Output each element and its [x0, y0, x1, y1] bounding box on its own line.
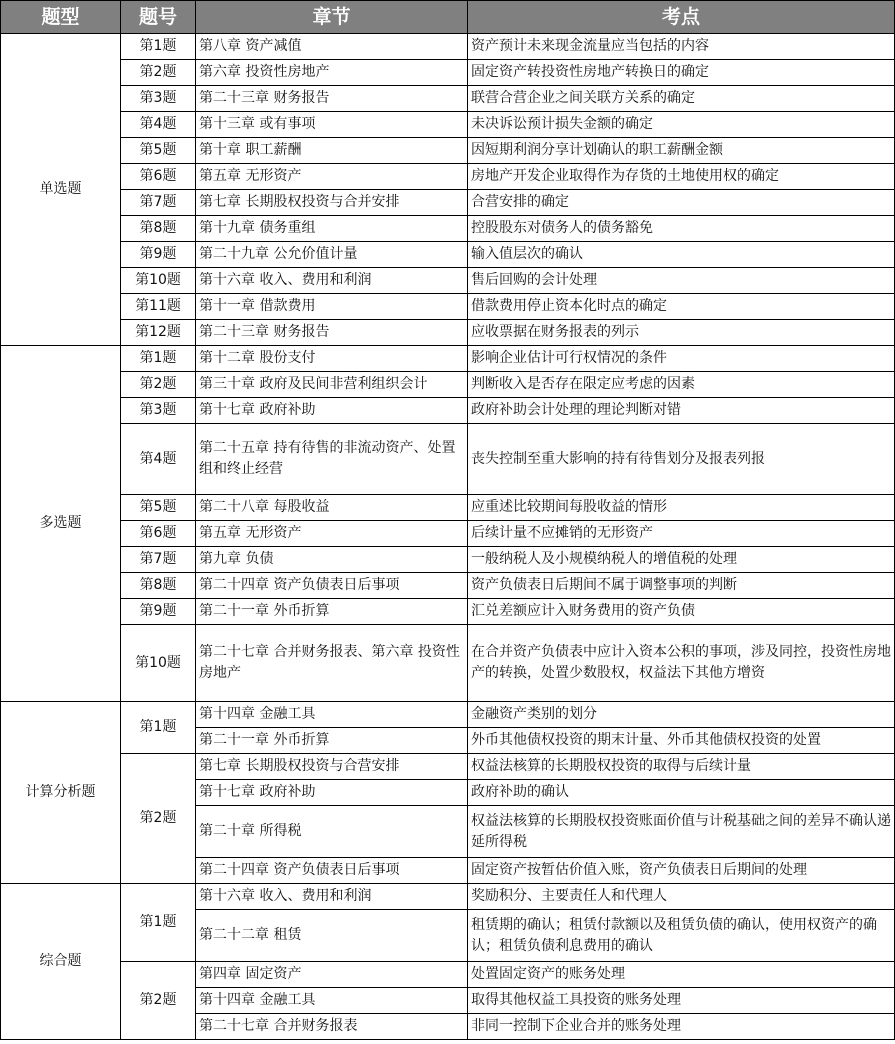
- exam-point-cell: 处置固定资产的账务处理: [468, 962, 895, 988]
- exam-point-cell: 联营合营企业之间关联方关系的确定: [468, 86, 895, 112]
- question-number-cell: 第8题: [121, 573, 196, 599]
- table-row: [1, 702, 895, 728]
- table-row: [1, 242, 895, 268]
- question-number-cell: 第1题: [121, 346, 196, 372]
- exam-point-cell: 固定资产转投资性房地产转换日的确定: [468, 60, 895, 86]
- question-number-cell: 第2题: [121, 372, 196, 398]
- question-number-cell: 第3题: [121, 398, 196, 424]
- table-row: [1, 398, 895, 424]
- chapter-cell: 第二十五章 持有待售的非流动资产、处置组和终止经营: [196, 424, 468, 495]
- question-type-cell: 多选题: [1, 346, 121, 702]
- header-number: 题号: [121, 1, 196, 34]
- chapter-cell: 第十二章 股份支付: [196, 346, 468, 372]
- question-number-cell: 第1题: [121, 702, 196, 754]
- table-row: [1, 34, 895, 60]
- exam-point-cell: 因短期利润分享计划确认的职工薪酬金额: [468, 138, 895, 164]
- table-row: [1, 320, 895, 346]
- exam-point-cell: 租赁期的确认；租赁付款额以及租赁负债的确认，使用权资产的确认；租赁负债利息费用的确认: [468, 910, 895, 962]
- chapter-cell: 第八章 资产减值: [196, 34, 468, 60]
- exam-point-cell: 政府补助的确认: [468, 780, 895, 806]
- chapter-cell: 第三十章 政府及民间非营利组织会计: [196, 372, 468, 398]
- header-type: 题型: [1, 1, 121, 34]
- exam-point-cell: 权益法核算的长期股权投资的取得与后续计量: [468, 754, 895, 780]
- table-row: [1, 547, 895, 573]
- chapter-cell: 第十四章 金融工具: [196, 988, 468, 1014]
- question-number-cell: 第4题: [121, 112, 196, 138]
- question-number-cell: 第2题: [121, 962, 196, 1040]
- chapter-cell: 第十七章 政府补助: [196, 398, 468, 424]
- question-number-cell: 第11题: [121, 294, 196, 320]
- exam-point-cell: 控股股东对债务人的债务豁免: [468, 216, 895, 242]
- chapter-cell: 第十七章 政府补助: [196, 780, 468, 806]
- question-number-cell: 第6题: [121, 521, 196, 547]
- exam-point-cell: 房地产开发企业取得作为存货的土地使用权的确定: [468, 164, 895, 190]
- table-row: [1, 294, 895, 320]
- question-number-cell: 第1题: [121, 34, 196, 60]
- chapter-cell: 第二十三章 财务报告: [196, 86, 468, 112]
- table-row: [1, 573, 895, 599]
- table-row: [1, 495, 895, 521]
- chapter-cell: 第十六章 收入、费用和利润: [196, 884, 468, 910]
- chapter-cell: 第二十章 所得税: [196, 806, 468, 858]
- table-row: [1, 138, 895, 164]
- chapter-cell: 第二十七章 合并财务报表: [196, 1014, 468, 1040]
- exam-point-cell: 汇兑差额应计入财务费用的资产负债: [468, 599, 895, 625]
- exam-point-cell: 权益法核算的长期股权投资账面价值与计税基础之间的差异不确认递延所得税: [468, 806, 895, 858]
- question-number-cell: 第9题: [121, 599, 196, 625]
- header-chapter: 章节: [196, 1, 468, 34]
- chapter-cell: 第二十二章 租赁: [196, 910, 468, 962]
- chapter-cell: 第二十一章 外币折算: [196, 728, 468, 754]
- question-number-cell: 第10题: [121, 625, 196, 702]
- exam-point-cell: 非同一控制下企业合并的账务处理: [468, 1014, 895, 1040]
- exam-point-cell: 取得其他权益工具投资的账务处理: [468, 988, 895, 1014]
- chapter-cell: 第五章 无形资产: [196, 164, 468, 190]
- exam-point-cell: 外币其他债权投资的期末计量、外币其他债权投资的处置: [468, 728, 895, 754]
- question-number-cell: 第7题: [121, 547, 196, 573]
- table-row: [1, 754, 895, 780]
- question-type-cell: 综合题: [1, 884, 121, 1040]
- question-number-cell: 第4题: [121, 424, 196, 495]
- chapter-cell: 第六章 投资性房地产: [196, 60, 468, 86]
- table-row: [1, 346, 895, 372]
- table-row: [1, 625, 895, 702]
- chapter-cell: 第二十七章 合并财务报表、第六章 投资性房地产: [196, 625, 468, 702]
- question-number-cell: 第1题: [121, 884, 196, 962]
- exam-point-cell: 金融资产类别的划分: [468, 702, 895, 728]
- question-number-cell: 第2题: [121, 754, 196, 884]
- header-point: 考点: [468, 1, 895, 34]
- chapter-cell: 第十四章 金融工具: [196, 702, 468, 728]
- exam-point-cell: 一般纳税人及小规模纳税人的增值税的处理: [468, 547, 895, 573]
- question-number-cell: 第12题: [121, 320, 196, 346]
- chapter-cell: 第二十四章 资产负债表日后事项: [196, 858, 468, 884]
- question-number-cell: 第5题: [121, 495, 196, 521]
- header-row: [1, 1, 895, 34]
- question-number-cell: 第8题: [121, 216, 196, 242]
- exam-point-cell: 固定资产按暂估价值入账，资产负债表日后期间的处理: [468, 858, 895, 884]
- exam-point-cell: 借款费用停止资本化时点的确定: [468, 294, 895, 320]
- question-number-cell: 第9题: [121, 242, 196, 268]
- question-type-cell: 单选题: [1, 34, 121, 346]
- exam-point-cell: 售后回购的会计处理: [468, 268, 895, 294]
- chapter-cell: 第十章 职工薪酬: [196, 138, 468, 164]
- exam-point-cell: 丧失控制至重大影响的持有待售划分及报表列报: [468, 424, 895, 495]
- question-number-cell: 第2题: [121, 60, 196, 86]
- table-row: [1, 112, 895, 138]
- chapter-cell: 第四章 固定资产: [196, 962, 468, 988]
- table-row: [1, 86, 895, 112]
- chapter-cell: 第七章 长期股权投资与合营安排: [196, 754, 468, 780]
- exam-point-cell: 应收票据在财务报表的列示: [468, 320, 895, 346]
- chapter-cell: 第十六章 收入、费用和利润: [196, 268, 468, 294]
- exam-point-cell: 未决诉讼预计损失金额的确定: [468, 112, 895, 138]
- question-number-cell: 第7题: [121, 190, 196, 216]
- table-row: [1, 190, 895, 216]
- chapter-cell: 第二十三章 财务报告: [196, 320, 468, 346]
- table-row: [1, 164, 895, 190]
- chapter-cell: 第二十八章 每股收益: [196, 495, 468, 521]
- exam-point-cell: 在合并资产负债表中应计入资本公积的事项，涉及同控，投资性房地产的转换，处置少数股权，权益法下其他方增资: [468, 625, 895, 702]
- exam-point-cell: 政府补助会计处理的理论判断对错: [468, 398, 895, 424]
- chapter-cell: 第十三章 或有事项: [196, 112, 468, 138]
- chapter-cell: 第十九章 债务重组: [196, 216, 468, 242]
- exam-point-cell: 输入值层次的确认: [468, 242, 895, 268]
- table-row: [1, 60, 895, 86]
- exam-point-cell: 合营安排的确定: [468, 190, 895, 216]
- exam-point-cell: 应重述比较期间每股收益的情形: [468, 495, 895, 521]
- exam-point-cell: 后续计量不应摊销的无形资产: [468, 521, 895, 547]
- chapter-cell: 第二十九章 公允价值计量: [196, 242, 468, 268]
- exam-point-cell: 奖励积分、主要责任人和代理人: [468, 884, 895, 910]
- question-type-cell: 计算分析题: [1, 702, 121, 884]
- table-body: [1, 34, 895, 1040]
- table-row: [1, 268, 895, 294]
- chapter-cell: 第二十四章 资产负债表日后事项: [196, 573, 468, 599]
- question-number-cell: 第6题: [121, 164, 196, 190]
- exam-point-cell: 判断收入是否存在限定应考虑的因素: [468, 372, 895, 398]
- question-number-cell: 第10题: [121, 268, 196, 294]
- chapter-cell: 第九章 负债: [196, 547, 468, 573]
- exam-point-cell: 资产负债表日后期间不属于调整事项的判断: [468, 573, 895, 599]
- table-row: [1, 424, 895, 495]
- chapter-cell: 第五章 无形资产: [196, 521, 468, 547]
- chapter-cell: 第二十一章 外币折算: [196, 599, 468, 625]
- chapter-cell: 第十一章 借款费用: [196, 294, 468, 320]
- table-row: [1, 884, 895, 910]
- question-number-cell: 第3题: [121, 86, 196, 112]
- chapter-cell: 第七章 长期股权投资与合并安排: [196, 190, 468, 216]
- table-row: [1, 372, 895, 398]
- exam-point-cell: 资产预计未来现金流量应当包括的内容: [468, 34, 895, 60]
- question-number-cell: 第5题: [121, 138, 196, 164]
- exam-point-cell: 影响企业估计可行权情况的条件: [468, 346, 895, 372]
- table-row: [1, 521, 895, 547]
- table-row: [1, 962, 895, 988]
- table-row: [1, 599, 895, 625]
- table-row: [1, 216, 895, 242]
